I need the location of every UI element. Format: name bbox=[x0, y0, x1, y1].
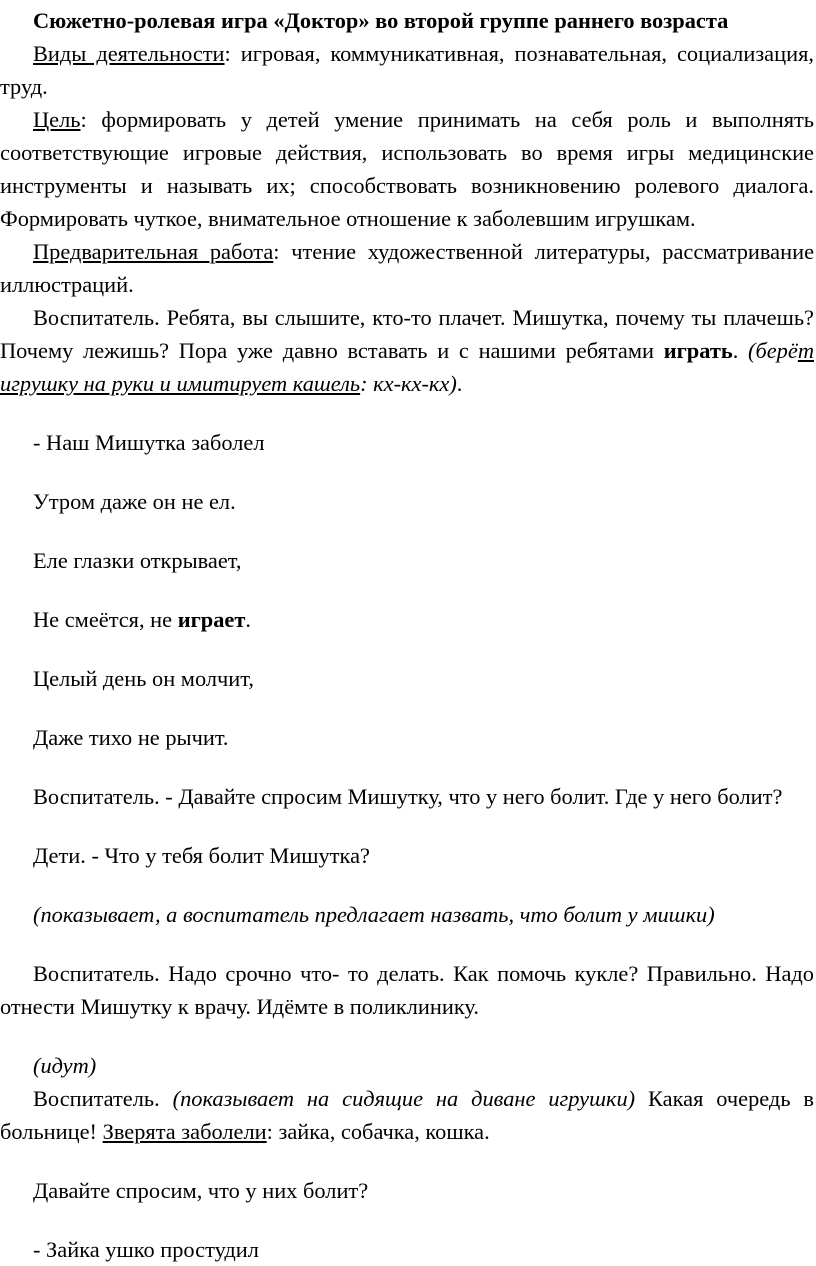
intro-end: . bbox=[456, 371, 463, 396]
queue-underlined: Зверята заболели bbox=[102, 1119, 267, 1144]
shows-note-paragraph: (показывает, а воспитатель предлагает назвать, что болит у мишки) bbox=[33, 902, 715, 927]
intro-bold-word: играть bbox=[663, 338, 733, 363]
intro-paragraph bbox=[0, 301, 814, 400]
queue-end: : зайка, собачка, кошка. bbox=[266, 1119, 490, 1144]
teacher-ask-paragraph: Воспитатель. - Давайте спросим Мишутку, что у него болит. Где у него болит? bbox=[33, 784, 783, 809]
bunny-line: - Зайка ушко простудил bbox=[33, 1237, 259, 1262]
goal-text: : формировать у детей умение принимать на себя роль и выполнять соответствующие игровые действия, использовать во время игры медицинские инструменты и называть их; способствовать возникновению ролевого диалога. Формировать чуткое, внимательное отношение к заболевшим игрушкам. bbox=[0, 107, 814, 231]
goal-label: Цель bbox=[33, 107, 81, 132]
intro-after-bold: . bbox=[732, 338, 749, 363]
intro-note-open: (берё bbox=[748, 338, 798, 363]
preliminary-work-paragraph bbox=[0, 235, 814, 301]
queue-paragraph bbox=[0, 1082, 814, 1148]
ask-all-paragraph: Давайте спросим, что у них болит? bbox=[33, 1178, 369, 1203]
queue-text: Какая очередь в больнице! bbox=[0, 1086, 814, 1144]
queue-speaker: Воспитатель. bbox=[33, 1086, 173, 1111]
teacher-urgent-paragraph: Воспитатель. Надо срочно что- то делать. Как помочь кукле? Правильно. Надо отнести Мишутку к врачу. Идёмте в поликлинику. bbox=[0, 961, 814, 1019]
children-question-paragraph: Дети. - Что у тебя болит Мишутка? bbox=[33, 843, 370, 868]
intro-speaker: Воспитатель. bbox=[33, 305, 160, 330]
intro-note-underlined: т игрушку на руки и имитирует кашель bbox=[0, 338, 814, 396]
poem-line-3: Еле глазки открывает, bbox=[33, 548, 242, 573]
poem-line-2: Утром даже он не ел. bbox=[33, 489, 236, 514]
poem-line-4 bbox=[0, 603, 814, 636]
going-note-paragraph: (идут) bbox=[33, 1053, 97, 1078]
poem-line-4-before: Не смеётся, не bbox=[33, 607, 178, 632]
document-title: Сюжетно-ролевая игра «Доктор» во второй группе раннего возраста bbox=[33, 8, 729, 33]
poem-line-4-bold: играет bbox=[177, 607, 246, 632]
preliminary-work-text: : чтение художественной литературы, рассматривание иллюстраций. bbox=[0, 239, 815, 297]
activity-kinds-paragraph bbox=[0, 37, 814, 103]
poem-line-1: - Наш Мишутка заболел bbox=[33, 430, 265, 455]
intro-note-close: : кх-кх-кх) bbox=[360, 371, 457, 396]
intro-text: Ребята, вы слышите, кто-то плачет. Мишутка, почему ты плачешь? Почему лежишь? Пора уже давно вставать и с нашими ребятами bbox=[0, 305, 814, 363]
goal-paragraph bbox=[0, 103, 814, 235]
poem-line-4-after: . bbox=[245, 607, 251, 632]
activity-kinds-label: Виды деятельности bbox=[33, 41, 225, 66]
poem-line-5: Целый день он молчит, bbox=[33, 666, 254, 691]
activity-kinds-text: : игровая, коммуникативная, познавательная, социализация, труд. bbox=[0, 41, 814, 99]
preliminary-work-label: Предварительная работа bbox=[33, 239, 274, 264]
poem-line-6: Даже тихо не рычит. bbox=[33, 725, 229, 750]
queue-note: (показывает на сидящие на диване игрушки) bbox=[172, 1086, 636, 1111]
